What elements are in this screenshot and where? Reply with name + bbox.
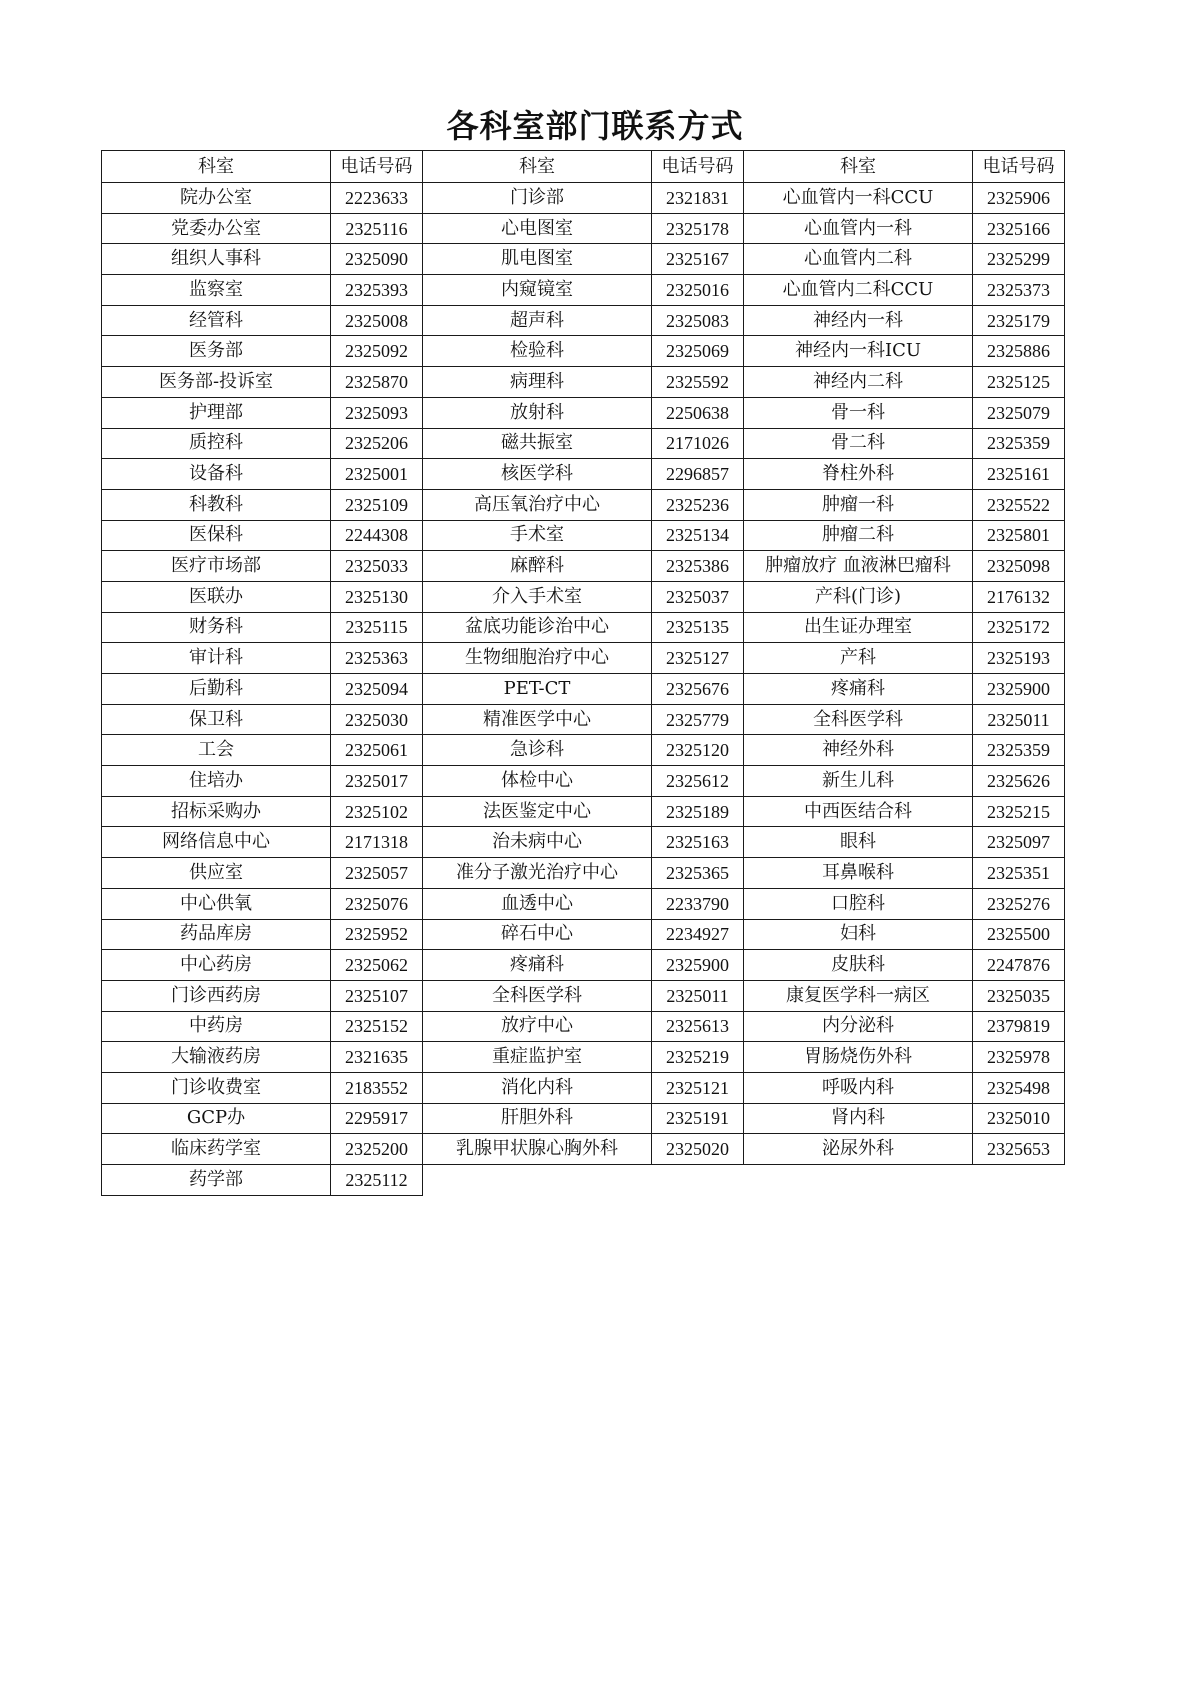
empty-cell bbox=[973, 1165, 1065, 1196]
department-name-cell: 供应室 bbox=[102, 858, 331, 889]
phone-number-cell: 2325035 bbox=[973, 980, 1065, 1011]
department-name-cell: 眼科 bbox=[744, 827, 973, 858]
department-name-cell: 口腔科 bbox=[744, 888, 973, 919]
phone-number-cell: 2325121 bbox=[652, 1072, 744, 1103]
phone-number-cell: 2325779 bbox=[652, 704, 744, 735]
department-name-cell: 超声科 bbox=[423, 305, 652, 336]
phone-number-cell: 2325386 bbox=[652, 551, 744, 582]
phone-number-cell: 2325167 bbox=[652, 244, 744, 275]
table-row bbox=[102, 489, 1065, 520]
table-row bbox=[102, 1072, 1065, 1103]
department-name-cell: 党委办公室 bbox=[102, 213, 331, 244]
table-row bbox=[102, 766, 1065, 797]
department-name-cell: GCP办 bbox=[102, 1103, 331, 1134]
table-row bbox=[102, 183, 1065, 214]
department-name-cell: 神经内一科 bbox=[744, 305, 973, 336]
department-name-cell: 肾内科 bbox=[744, 1103, 973, 1134]
department-name-cell: 检验科 bbox=[423, 336, 652, 367]
table-row bbox=[102, 1103, 1065, 1134]
phone-number-cell: 2325116 bbox=[331, 213, 423, 244]
phone-number-cell: 2325498 bbox=[973, 1072, 1065, 1103]
department-name-cell: 消化内科 bbox=[423, 1072, 652, 1103]
table-row bbox=[102, 704, 1065, 735]
phone-number-cell: 2325098 bbox=[973, 551, 1065, 582]
phone-number-cell: 2325206 bbox=[331, 428, 423, 459]
department-name-cell: 临床药学室 bbox=[102, 1134, 331, 1165]
department-name-cell: 骨一科 bbox=[744, 397, 973, 428]
phone-number-cell: 2325163 bbox=[652, 827, 744, 858]
department-name-cell: 经管科 bbox=[102, 305, 331, 336]
table-row bbox=[102, 1165, 1065, 1196]
department-name-cell: 产科 bbox=[744, 643, 973, 674]
phone-number-cell: 2325653 bbox=[973, 1134, 1065, 1165]
department-name-cell: 病理科 bbox=[423, 367, 652, 398]
department-name-cell: 疼痛科 bbox=[744, 674, 973, 705]
header-phone-3: 电话号码 bbox=[973, 151, 1065, 183]
phone-number-cell: 2244308 bbox=[331, 520, 423, 551]
phone-number-cell: 2325011 bbox=[973, 704, 1065, 735]
phone-number-cell: 2325109 bbox=[331, 489, 423, 520]
phone-number-cell: 2234927 bbox=[652, 919, 744, 950]
department-name-cell: 生物细胞治疗中心 bbox=[423, 643, 652, 674]
phone-number-cell: 2325057 bbox=[331, 858, 423, 889]
department-name-cell: 疼痛科 bbox=[423, 950, 652, 981]
department-name-cell: 护理部 bbox=[102, 397, 331, 428]
department-name-cell: 医保科 bbox=[102, 520, 331, 551]
phone-number-cell: 2325135 bbox=[652, 612, 744, 643]
phone-number-cell: 2247876 bbox=[973, 950, 1065, 981]
department-name-cell: 住培办 bbox=[102, 766, 331, 797]
phone-number-cell: 2325011 bbox=[652, 980, 744, 1011]
phone-number-cell: 2325097 bbox=[973, 827, 1065, 858]
table-row bbox=[102, 551, 1065, 582]
phone-number-cell: 2325276 bbox=[973, 888, 1065, 919]
department-name-cell: 科教科 bbox=[102, 489, 331, 520]
phone-number-cell: 2325178 bbox=[652, 213, 744, 244]
department-name-cell: 法医鉴定中心 bbox=[423, 796, 652, 827]
table-row bbox=[102, 213, 1065, 244]
phone-number-cell: 2223633 bbox=[331, 183, 423, 214]
department-name-cell: 全科医学科 bbox=[744, 704, 973, 735]
phone-number-cell: 2325978 bbox=[973, 1042, 1065, 1073]
department-name-cell: 乳腺甲状腺心胸外科 bbox=[423, 1134, 652, 1165]
department-name-cell: 肌电图室 bbox=[423, 244, 652, 275]
phone-number-cell: 2325676 bbox=[652, 674, 744, 705]
contact-table bbox=[101, 150, 1065, 1196]
table-row bbox=[102, 336, 1065, 367]
phone-number-cell: 2233790 bbox=[652, 888, 744, 919]
phone-number-cell: 2325001 bbox=[331, 459, 423, 490]
phone-number-cell: 2325373 bbox=[973, 275, 1065, 306]
table-row bbox=[102, 520, 1065, 551]
department-name-cell: 中药房 bbox=[102, 1011, 331, 1042]
header-department-2: 科室 bbox=[423, 151, 652, 183]
table-row bbox=[102, 1134, 1065, 1165]
department-name-cell: 妇科 bbox=[744, 919, 973, 950]
department-name-cell: 皮肤科 bbox=[744, 950, 973, 981]
phone-number-cell: 2325299 bbox=[973, 244, 1065, 275]
phone-number-cell: 2325093 bbox=[331, 397, 423, 428]
phone-number-cell: 2325120 bbox=[652, 735, 744, 766]
phone-number-cell: 2325189 bbox=[652, 796, 744, 827]
phone-number-cell: 2250638 bbox=[652, 397, 744, 428]
phone-number-cell: 2295917 bbox=[331, 1103, 423, 1134]
phone-number-cell: 2325134 bbox=[652, 520, 744, 551]
department-name-cell: 保卫科 bbox=[102, 704, 331, 735]
department-name-cell: 内窥镜室 bbox=[423, 275, 652, 306]
phone-number-cell: 2325030 bbox=[331, 704, 423, 735]
phone-number-cell: 2325107 bbox=[331, 980, 423, 1011]
phone-number-cell: 2325900 bbox=[973, 674, 1065, 705]
phone-number-cell: 2325152 bbox=[331, 1011, 423, 1042]
department-name-cell: 磁共振室 bbox=[423, 428, 652, 459]
phone-number-cell: 2325215 bbox=[973, 796, 1065, 827]
phone-number-cell: 2325219 bbox=[652, 1042, 744, 1073]
table-row bbox=[102, 244, 1065, 275]
table-row bbox=[102, 674, 1065, 705]
phone-number-cell: 2325393 bbox=[331, 275, 423, 306]
phone-number-cell: 2325061 bbox=[331, 735, 423, 766]
table-row bbox=[102, 367, 1065, 398]
department-name-cell: 肿瘤放疗 血液淋巴瘤科 bbox=[744, 551, 973, 582]
table-row bbox=[102, 305, 1065, 336]
phone-number-cell: 2325083 bbox=[652, 305, 744, 336]
header-phone-2: 电话号码 bbox=[652, 151, 744, 183]
phone-number-cell: 2171318 bbox=[331, 827, 423, 858]
phone-number-cell: 2325351 bbox=[973, 858, 1065, 889]
phone-number-cell: 2325076 bbox=[331, 888, 423, 919]
table-row bbox=[102, 612, 1065, 643]
department-name-cell: 组织人事科 bbox=[102, 244, 331, 275]
department-name-cell: 出生证办理室 bbox=[744, 612, 973, 643]
department-name-cell: 心血管内一科 bbox=[744, 213, 973, 244]
phone-number-cell: 2296857 bbox=[652, 459, 744, 490]
phone-number-cell: 2325193 bbox=[973, 643, 1065, 674]
department-name-cell: 产科(门诊) bbox=[744, 581, 973, 612]
department-name-cell: 院办公室 bbox=[102, 183, 331, 214]
phone-number-cell: 2325161 bbox=[973, 459, 1065, 490]
phone-number-cell: 2321635 bbox=[331, 1042, 423, 1073]
phone-number-cell: 2325020 bbox=[652, 1134, 744, 1165]
department-name-cell: 碎石中心 bbox=[423, 919, 652, 950]
department-name-cell: 呼吸内科 bbox=[744, 1072, 973, 1103]
department-name-cell: 重症监护室 bbox=[423, 1042, 652, 1073]
department-name-cell: 医务部 bbox=[102, 336, 331, 367]
phone-number-cell: 2325130 bbox=[331, 581, 423, 612]
phone-number-cell: 2325363 bbox=[331, 643, 423, 674]
phone-number-cell: 2379819 bbox=[973, 1011, 1065, 1042]
department-name-cell: 全科医学科 bbox=[423, 980, 652, 1011]
phone-number-cell: 2325166 bbox=[973, 213, 1065, 244]
department-name-cell: 麻醉科 bbox=[423, 551, 652, 582]
department-name-cell: 财务科 bbox=[102, 612, 331, 643]
department-name-cell: PET-CT bbox=[423, 674, 652, 705]
table-row bbox=[102, 919, 1065, 950]
department-name-cell: 内分泌科 bbox=[744, 1011, 973, 1042]
department-name-cell: 心电图室 bbox=[423, 213, 652, 244]
department-name-cell: 泌尿外科 bbox=[744, 1134, 973, 1165]
phone-number-cell: 2325886 bbox=[973, 336, 1065, 367]
table-row bbox=[102, 796, 1065, 827]
department-name-cell: 中西医结合科 bbox=[744, 796, 973, 827]
table-row bbox=[102, 735, 1065, 766]
empty-cell bbox=[423, 1165, 652, 1196]
phone-number-cell: 2325906 bbox=[973, 183, 1065, 214]
phone-number-cell: 2325069 bbox=[652, 336, 744, 367]
phone-number-cell: 2325592 bbox=[652, 367, 744, 398]
department-name-cell: 招标采购办 bbox=[102, 796, 331, 827]
table-row bbox=[102, 459, 1065, 490]
table-row bbox=[102, 643, 1065, 674]
department-name-cell: 盆底功能诊治中心 bbox=[423, 612, 652, 643]
table-body bbox=[102, 183, 1065, 1196]
table-row bbox=[102, 581, 1065, 612]
table-row bbox=[102, 950, 1065, 981]
phone-number-cell: 2325037 bbox=[652, 581, 744, 612]
department-name-cell: 治未病中心 bbox=[423, 827, 652, 858]
department-name-cell: 肝胆外科 bbox=[423, 1103, 652, 1134]
department-name-cell: 神经外科 bbox=[744, 735, 973, 766]
header-phone-1: 电话号码 bbox=[331, 151, 423, 183]
table-row bbox=[102, 1011, 1065, 1042]
phone-number-cell: 2176132 bbox=[973, 581, 1065, 612]
phone-number-cell: 2325626 bbox=[973, 766, 1065, 797]
department-name-cell: 门诊部 bbox=[423, 183, 652, 214]
table-row bbox=[102, 858, 1065, 889]
phone-number-cell: 2325200 bbox=[331, 1134, 423, 1165]
phone-number-cell: 2325112 bbox=[331, 1165, 423, 1196]
department-name-cell: 药品库房 bbox=[102, 919, 331, 950]
department-name-cell: 新生儿科 bbox=[744, 766, 973, 797]
department-name-cell: 神经内二科 bbox=[744, 367, 973, 398]
department-name-cell: 心血管内一科CCU bbox=[744, 183, 973, 214]
department-name-cell: 精准医学中心 bbox=[423, 704, 652, 735]
department-name-cell: 质控科 bbox=[102, 428, 331, 459]
phone-number-cell: 2325016 bbox=[652, 275, 744, 306]
department-name-cell: 门诊收费室 bbox=[102, 1072, 331, 1103]
page-title: 各科室部门联系方式 bbox=[446, 107, 744, 145]
table-row bbox=[102, 275, 1065, 306]
department-name-cell: 体检中心 bbox=[423, 766, 652, 797]
department-name-cell: 耳鼻喉科 bbox=[744, 858, 973, 889]
department-name-cell: 急诊科 bbox=[423, 735, 652, 766]
department-name-cell: 监察室 bbox=[102, 275, 331, 306]
department-name-cell: 药学部 bbox=[102, 1165, 331, 1196]
phone-number-cell: 2171026 bbox=[652, 428, 744, 459]
phone-number-cell: 2325125 bbox=[973, 367, 1065, 398]
table-row bbox=[102, 827, 1065, 858]
phone-number-cell: 2325102 bbox=[331, 796, 423, 827]
table-row bbox=[102, 397, 1065, 428]
phone-number-cell: 2325613 bbox=[652, 1011, 744, 1042]
phone-number-cell: 2325236 bbox=[652, 489, 744, 520]
department-name-cell: 医疗市场部 bbox=[102, 551, 331, 582]
phone-number-cell: 2325359 bbox=[973, 428, 1065, 459]
phone-number-cell: 2325952 bbox=[331, 919, 423, 950]
header-department-3: 科室 bbox=[744, 151, 973, 183]
department-name-cell: 中心供氧 bbox=[102, 888, 331, 919]
phone-number-cell: 2325094 bbox=[331, 674, 423, 705]
department-name-cell: 康复医学科一病区 bbox=[744, 980, 973, 1011]
phone-number-cell: 2325191 bbox=[652, 1103, 744, 1134]
empty-cell bbox=[652, 1165, 744, 1196]
phone-number-cell: 2325522 bbox=[973, 489, 1065, 520]
department-name-cell: 心血管内二科 bbox=[744, 244, 973, 275]
table-header-row bbox=[102, 151, 1065, 183]
empty-cell bbox=[744, 1165, 973, 1196]
department-name-cell: 血透中心 bbox=[423, 888, 652, 919]
department-name-cell: 设备科 bbox=[102, 459, 331, 490]
phone-number-cell: 2325365 bbox=[652, 858, 744, 889]
department-name-cell: 放射科 bbox=[423, 397, 652, 428]
department-name-cell: 核医学科 bbox=[423, 459, 652, 490]
table-row bbox=[102, 980, 1065, 1011]
department-name-cell: 门诊西药房 bbox=[102, 980, 331, 1011]
department-name-cell: 工会 bbox=[102, 735, 331, 766]
department-name-cell: 医联办 bbox=[102, 581, 331, 612]
phone-number-cell: 2321831 bbox=[652, 183, 744, 214]
phone-number-cell: 2325359 bbox=[973, 735, 1065, 766]
phone-number-cell: 2325062 bbox=[331, 950, 423, 981]
department-name-cell: 后勤科 bbox=[102, 674, 331, 705]
phone-number-cell: 2325008 bbox=[331, 305, 423, 336]
phone-number-cell: 2325900 bbox=[652, 950, 744, 981]
department-name-cell: 手术室 bbox=[423, 520, 652, 551]
department-name-cell: 骨二科 bbox=[744, 428, 973, 459]
department-name-cell: 神经内一科ICU bbox=[744, 336, 973, 367]
phone-number-cell: 2325017 bbox=[331, 766, 423, 797]
department-name-cell: 大输液药房 bbox=[102, 1042, 331, 1073]
phone-number-cell: 2325870 bbox=[331, 367, 423, 398]
phone-number-cell: 2325092 bbox=[331, 336, 423, 367]
department-name-cell: 医务部-投诉室 bbox=[102, 367, 331, 398]
department-name-cell: 胃肠烧伤外科 bbox=[744, 1042, 973, 1073]
phone-number-cell: 2325127 bbox=[652, 643, 744, 674]
department-name-cell: 放疗中心 bbox=[423, 1011, 652, 1042]
department-name-cell: 高压氧治疗中心 bbox=[423, 489, 652, 520]
phone-number-cell: 2325801 bbox=[973, 520, 1065, 551]
department-name-cell: 准分子激光治疗中心 bbox=[423, 858, 652, 889]
department-name-cell: 中心药房 bbox=[102, 950, 331, 981]
phone-number-cell: 2325179 bbox=[973, 305, 1065, 336]
table-row bbox=[102, 1042, 1065, 1073]
phone-number-cell: 2325500 bbox=[973, 919, 1065, 950]
department-name-cell: 脊柱外科 bbox=[744, 459, 973, 490]
department-name-cell: 肿瘤二科 bbox=[744, 520, 973, 551]
table-row bbox=[102, 888, 1065, 919]
department-name-cell: 肿瘤一科 bbox=[744, 489, 973, 520]
phone-number-cell: 2325612 bbox=[652, 766, 744, 797]
phone-number-cell: 2325079 bbox=[973, 397, 1065, 428]
header-department-1: 科室 bbox=[102, 151, 331, 183]
phone-number-cell: 2183552 bbox=[331, 1072, 423, 1103]
phone-number-cell: 2325115 bbox=[331, 612, 423, 643]
phone-number-cell: 2325010 bbox=[973, 1103, 1065, 1134]
department-name-cell: 心血管内二科CCU bbox=[744, 275, 973, 306]
department-name-cell: 网络信息中心 bbox=[102, 827, 331, 858]
table-row bbox=[102, 428, 1065, 459]
department-name-cell: 审计科 bbox=[102, 643, 331, 674]
phone-number-cell: 2325090 bbox=[331, 244, 423, 275]
phone-number-cell: 2325033 bbox=[331, 551, 423, 582]
department-name-cell: 介入手术室 bbox=[423, 581, 652, 612]
phone-number-cell: 2325172 bbox=[973, 612, 1065, 643]
